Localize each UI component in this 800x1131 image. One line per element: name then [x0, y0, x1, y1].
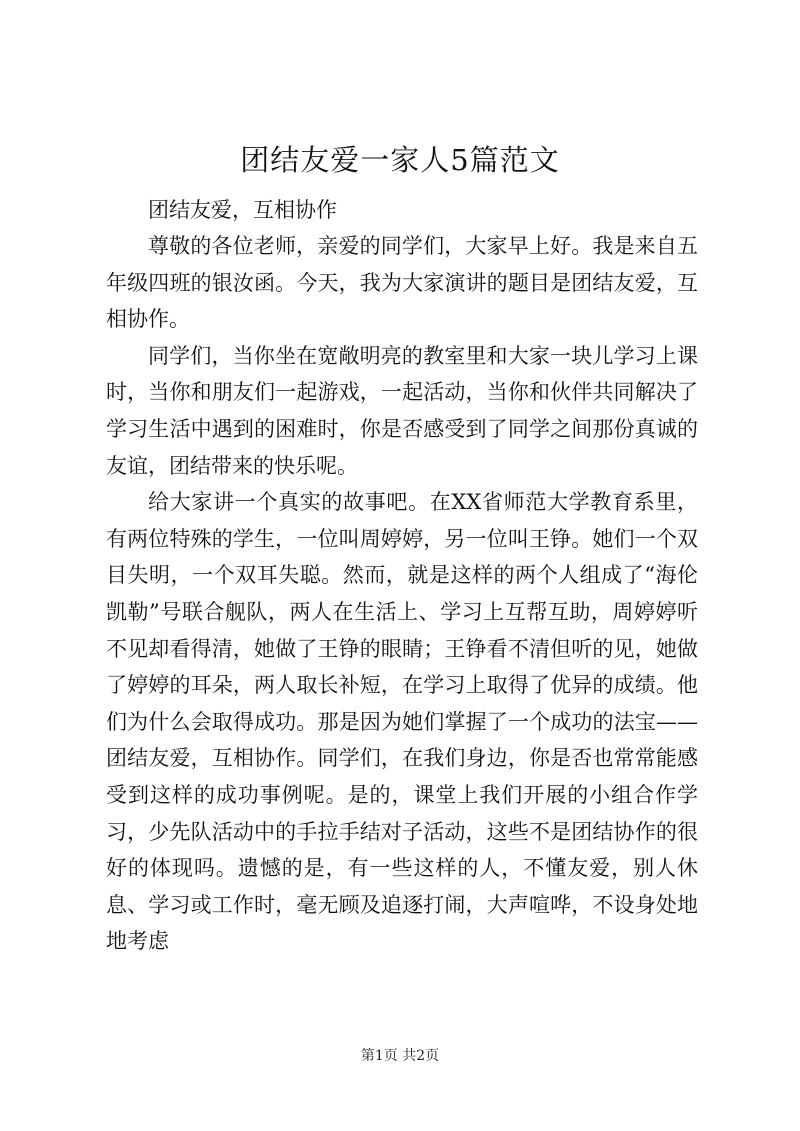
paragraph-greeting: 尊敬的各位老师，亲爱的同学们，大家早上好。我是来自五年级四班的银汝函。今天，我为大家演讲的题目是团结友爱，互相协作。 — [106, 234, 698, 332]
document-body — [106, 228, 698, 960]
document-subtitle: 团结友爱，互相协作 — [148, 198, 337, 222]
document-title: 团结友爱一家人5篇范文 — [240, 143, 560, 177]
page-footer: 第1页 共2页 — [360, 1048, 440, 1064]
paragraph-story: 给大家讲一个真实的故事吧。在XX省师范大学教育系里，有两位特殊的学生，一位叫周婷婷，另一位叫王铮。她们一个双目失明，一个双耳失聪。然而，就是这样的两个人组成了“海伦凯勒”号联合舰队，两人在生活上、学习上互帮互助，周婷婷听不见却看得清，她做了王铮的眼睛；王铮看不清但听的见，她做了婷婷的耳朵，两人取长补短，在学习上取得了优异的成绩。他们为什么会取得成功。那是因为她们掌握了一个成功的法宝——团结友爱，互相协作。同学们，在我们身边，你是否也常常能感受到这样的成功事例呢。是的，课堂上我们开展的小组合作学习，少先队活动中的手拉手结对子活动，这些不是团结协作的很好的体现吗。遗憾的是，有一些这样的人，不懂友爱，别人休息、学习或工作时，毫无顾及追逐打闹，大声喧哗，不设身处地地考虑 — [106, 490, 698, 954]
paragraph-question: 同学们，当你坐在宽敞明亮的教室里和大家一块儿学习上课时，当你和朋友们一起游戏，一起活动，当你和伙伴共同解决了学习生活中遇到的困难时，你是否感受到了同学之间那份真诚的友谊，团结带来的快乐呢。 — [106, 343, 698, 478]
